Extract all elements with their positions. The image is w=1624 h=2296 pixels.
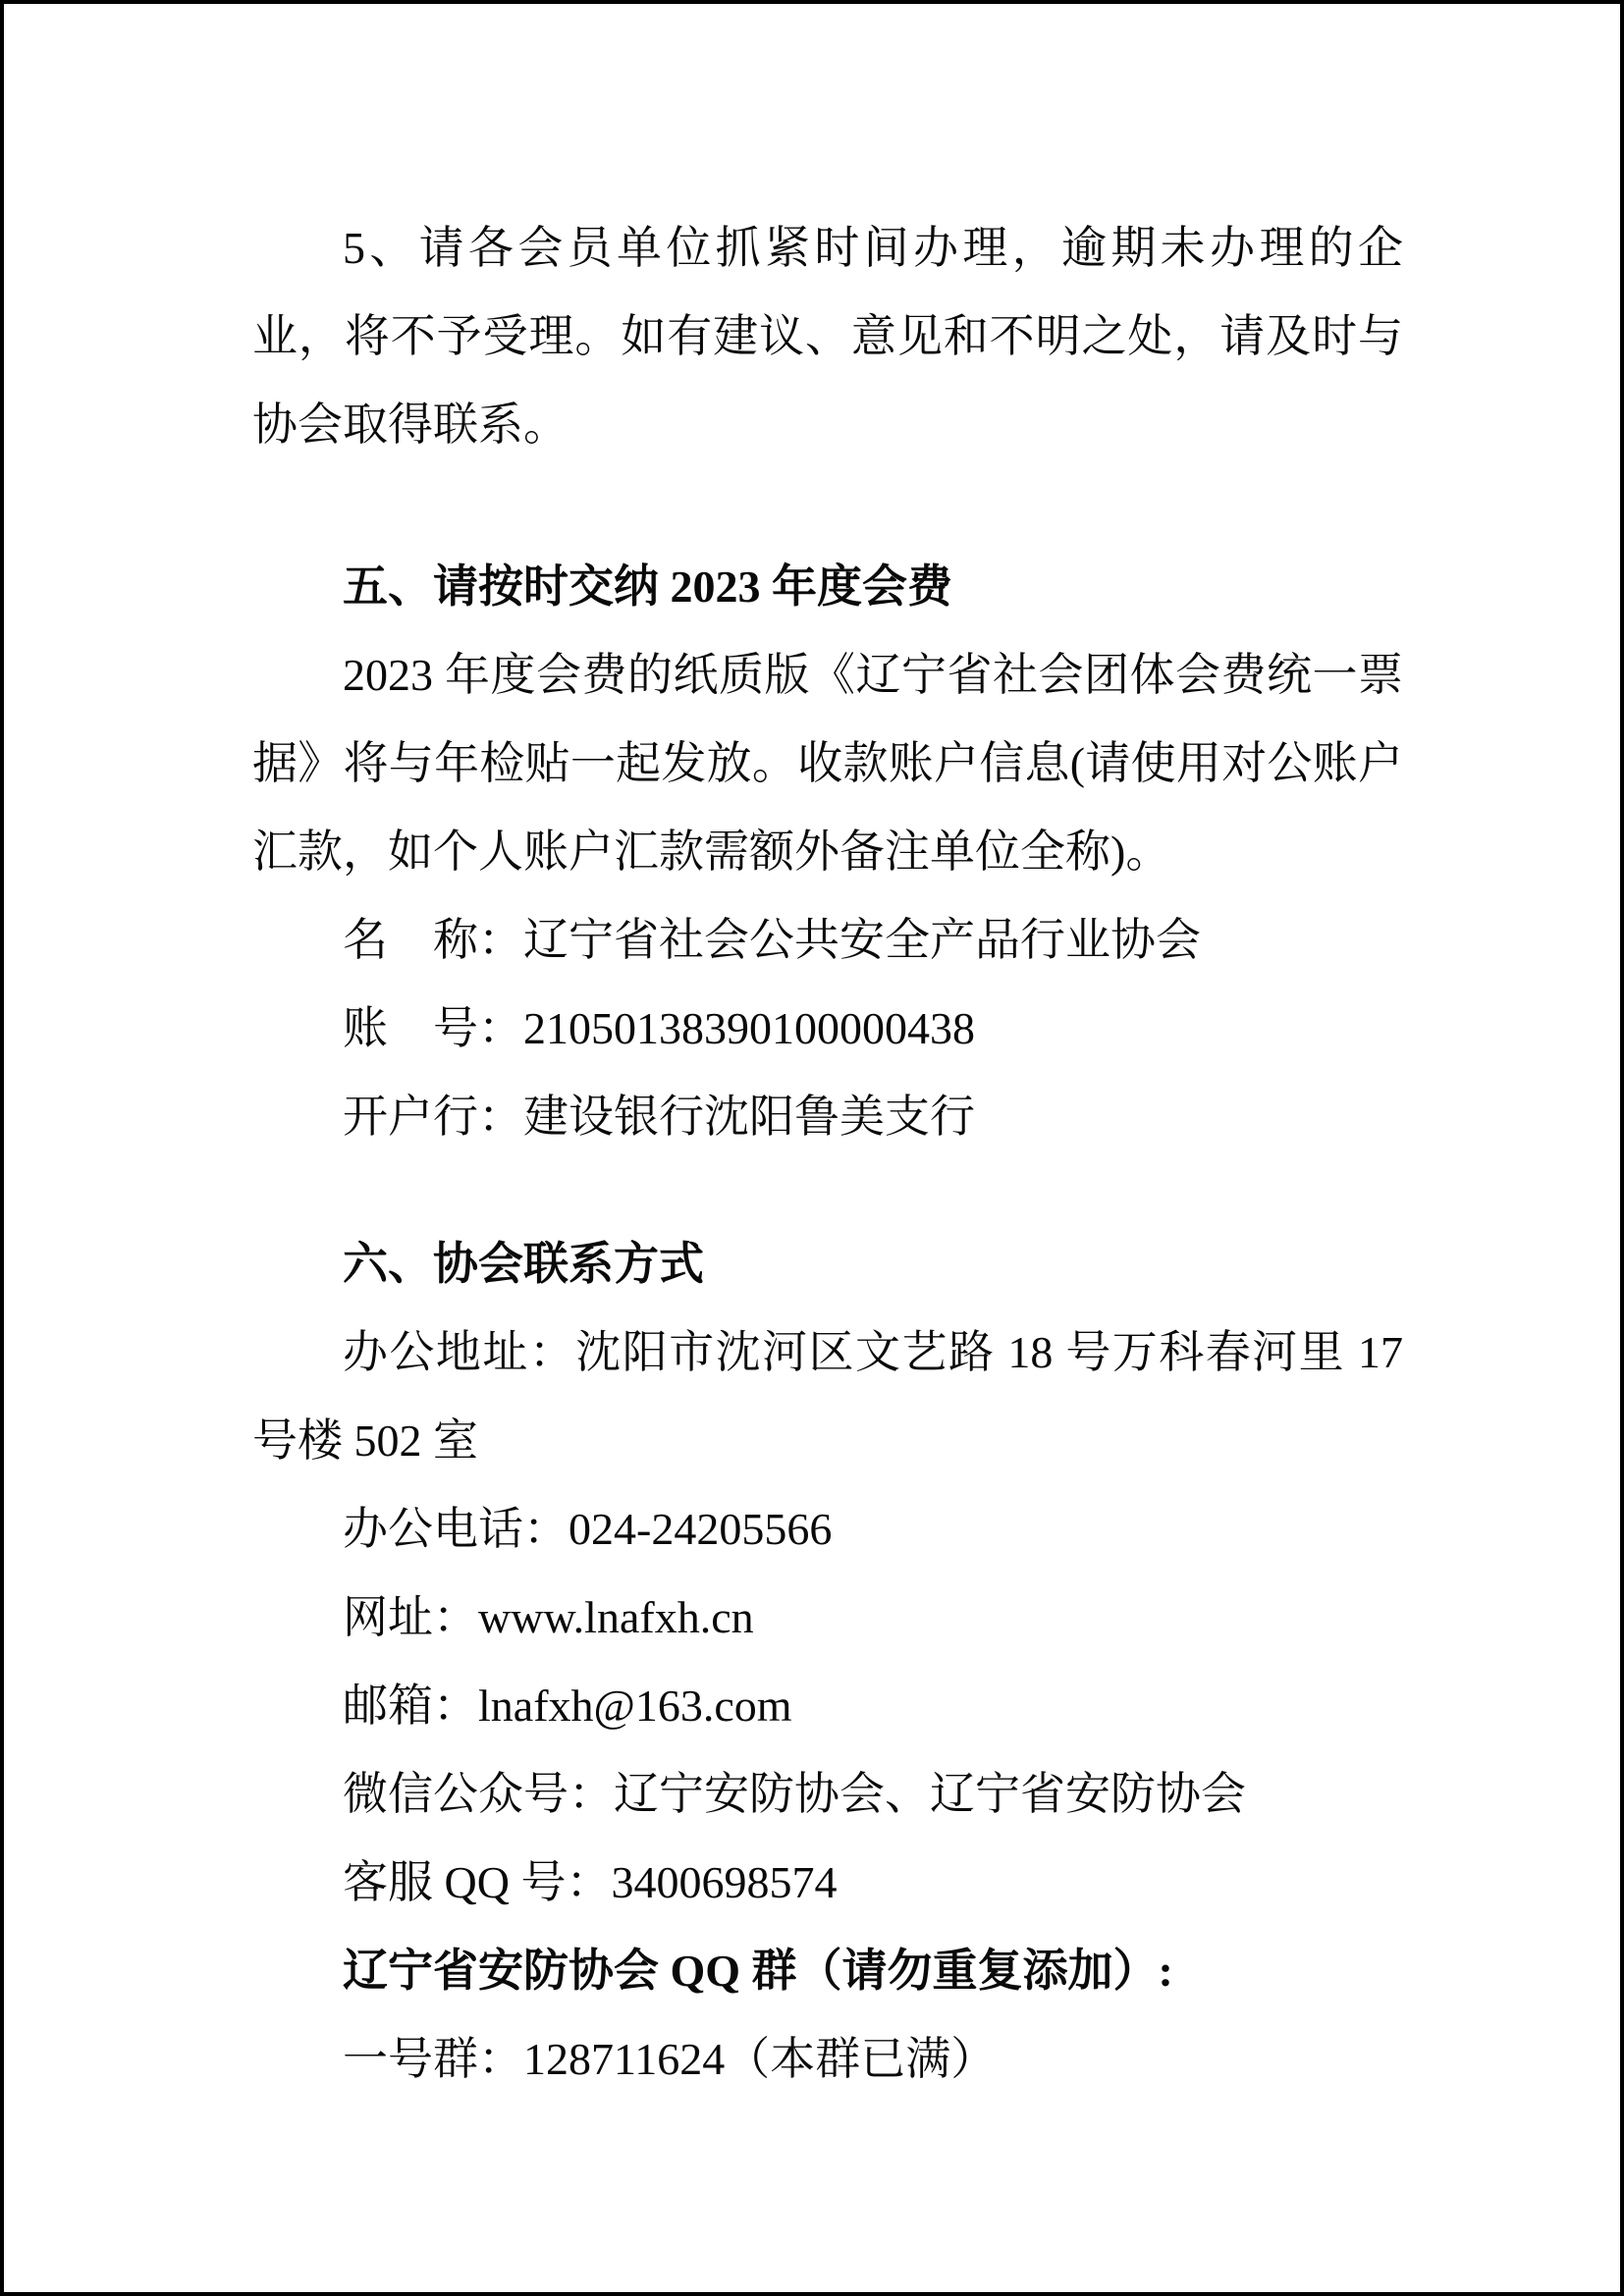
contact-row-phone [252,1485,1403,1574]
qq-group-row [252,2015,1403,2104]
account-number-value: 21050138390100000438 [523,1003,975,1053]
section-five-heading: 五、请按时交纳 2023 年度会费 [343,561,952,612]
account-bank-row [252,1073,1403,1161]
account-number-label: 账 号： [343,1003,523,1053]
intro-paragraph: 5、请各会员单位抓紧时间办理，逾期未办理的企业，将不予受理。如有建议、意见和不明之处，请及时与协会取得联系。 [252,223,1403,450]
account-bank-label: 开户行： [343,1092,523,1142]
section-gap [252,1161,1403,1220]
qq-group-label: 一号群： [343,2034,523,2084]
contact-row-qq [252,1839,1403,1927]
section-six-heading: 六、协会联系方式 [343,1239,704,1289]
contact-row-wechat [252,1750,1403,1839]
account-name-value: 辽宁省社会公共安全产品行业协会 [523,915,1201,965]
contact-value: www.lnafxh.cn [478,1592,754,1642]
contact-label: 微信公众号： [343,1769,614,1819]
account-bank-value: 建设银行沈阳鲁美支行 [523,1092,975,1142]
contact-value: 辽宁安防协会、辽宁省安防协会 [614,1769,1246,1819]
contact-label: 邮箱： [343,1681,478,1731]
contact-value: lnafxh@163.com [478,1681,792,1731]
fee-notice-paragraph: 2023 年度会费的纸质版《辽宁省社会团体会费统一票据》将与年检贴一起发放。收款账户信息(请使用对公账户汇款，如个人账户汇款需额外备注单位全称)。 [252,650,1403,877]
contact-row-email [252,1662,1403,1750]
contact-value: 024-24205566 [568,1504,833,1554]
qq-group-value: 128711624（本群已满） [523,2034,997,2084]
account-name-row [252,896,1403,985]
contact-row-address [252,1308,1403,1485]
document-content [252,204,1403,2104]
contact-value: 3400698574 [611,1857,838,1907]
section-gap [252,469,1403,543]
contact-label: 客服 QQ 号： [343,1857,612,1907]
account-number-row [252,985,1403,1073]
contact-label: 办公地址： [343,1327,576,1377]
contact-label: 网址： [343,1592,478,1642]
qq-group-heading: 辽宁省安防协会 QQ 群（请勿重复添加）: [343,1946,1173,1996]
contact-row-website [252,1574,1403,1662]
contact-value: 沈阳市沈河区文艺路 18 号万科春河里 17 号楼 502 室 [252,1327,1404,1466]
account-name-label: 名 称： [343,915,523,965]
contact-label: 办公电话： [343,1504,568,1554]
